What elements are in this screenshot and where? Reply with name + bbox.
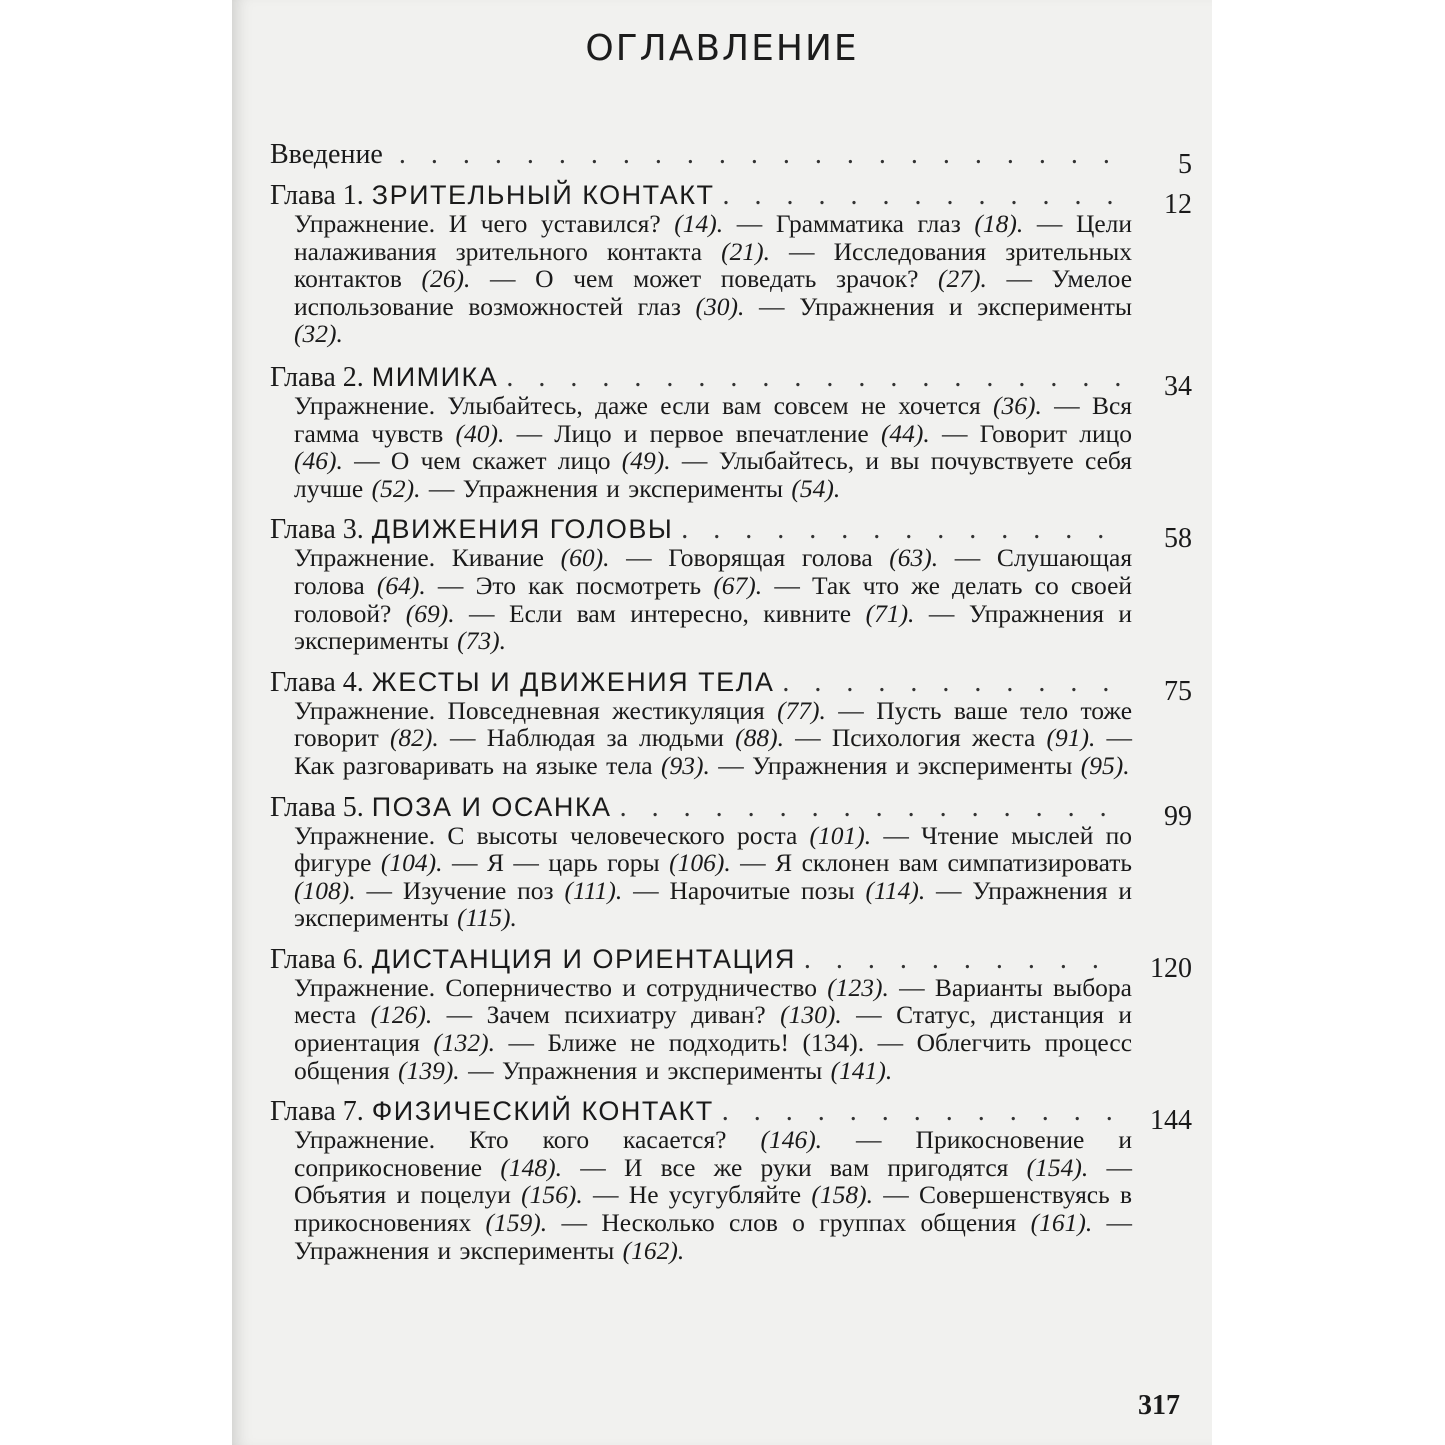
section-page-ref: (63).: [889, 543, 939, 573]
section-list: Упражнение. Повседневная жестикуляция (77). — Пусть ваше тело тоже говорит (82). — Наблюдая за людьми (88). — Психология жеста (91). — Как разговаривать на языке тела (93). — Упражнения и эксперименты (95).: [294, 695, 1133, 780]
section-page-ref: (111).: [564, 875, 623, 905]
section-page-ref: (77).: [777, 695, 826, 725]
section-item: [463, 474, 841, 503]
section-title: Упражнение. Кто кого касается?: [294, 1125, 727, 1155]
section-item: [391, 446, 671, 475]
section-item: [752, 751, 1130, 780]
section-page-ref: (46).: [294, 446, 343, 476]
toc-entry-chapter-5: [270, 792, 1200, 932]
dot-leader: [722, 1097, 1120, 1127]
section-title: Если вам интересно, кивните: [509, 598, 852, 628]
section-page-ref: (114).: [865, 875, 926, 905]
toc-entry-chapter-6: [270, 944, 1200, 1084]
section-item: [668, 543, 938, 572]
section-title: Упражнения и эксперименты: [501, 1055, 823, 1085]
section-item: [548, 1028, 865, 1057]
toc-entry-chapter-7: [270, 1096, 1200, 1264]
section-item: [294, 1180, 583, 1209]
section-title: Пусть ваше тело тоже говорит: [294, 695, 1133, 753]
section-title: Упражнение. И чего уставился?: [294, 209, 661, 238]
section-item: [776, 209, 1023, 238]
section-page-ref: (18).: [974, 209, 1024, 238]
section-title: Улыбайтесь, и вы почувствуете себя лучше: [294, 446, 1132, 503]
chapter-label: Введение: [270, 139, 383, 170]
section-title: Лицо и первое впечатление: [554, 418, 869, 448]
section-page-ref: (44).: [880, 418, 930, 448]
section-item: [294, 696, 826, 725]
section-page-ref: (67).: [713, 570, 763, 600]
section-title: Ближе не подходить! (134).: [547, 1028, 865, 1058]
chapter-label: Глава 7.: [270, 1096, 364, 1128]
chapter-title: ЖЕСТЫ И ДВИЖЕНИЯ ТЕЛА: [371, 666, 775, 697]
chapter-label: Глава 5.: [270, 791, 364, 823]
chapter-page-number: 34: [1164, 370, 1192, 402]
section-item: [832, 723, 1095, 752]
section-title: Упражнение. Соперничество и сотрудничество: [294, 972, 817, 1002]
section-title: Зачем психиатру диван?: [486, 1000, 766, 1030]
section-page-ref: (95).: [1080, 750, 1130, 780]
section-title: Упражнение. С высоты человеческого роста: [294, 820, 798, 850]
section-item: [502, 1056, 892, 1085]
section-item: [403, 876, 622, 905]
section-title: Прикосновение и соприкосновение: [294, 1125, 1132, 1182]
section-item: [670, 876, 926, 905]
chapter-title: ПОЗА И ОСАНКА: [371, 791, 612, 822]
page-title: ОГЛАВЛЕНИЕ: [585, 28, 859, 69]
dot-leader: [506, 363, 1120, 393]
chapter-page-number: 75: [1164, 675, 1192, 707]
toc-entry-chapter-4: [270, 667, 1200, 780]
dot-leader: [681, 515, 1120, 545]
section-item: [476, 571, 763, 600]
section-item: [629, 1180, 873, 1209]
section-title: Говорит лицо: [979, 418, 1133, 448]
toc-entry-heading: [270, 791, 1200, 832]
section-page-ref: (123).: [827, 972, 889, 1002]
section-title: Облегчить процесс общения: [294, 1028, 1133, 1085]
section-title: Упражнения и эксперименты: [462, 473, 784, 503]
section-page-ref: (40).: [455, 418, 505, 448]
section-title: Упражнения и эксперименты: [799, 291, 1132, 321]
toc-entry-chapter-1: [270, 180, 1200, 348]
section-item: [294, 821, 871, 850]
section-page-ref: (91).: [1046, 723, 1096, 753]
section-title: Психология жеста: [831, 723, 1036, 753]
dot-leader: [804, 945, 1120, 975]
toc-entry-chapter-3: [270, 514, 1200, 654]
section-title: Упражнения и эксперименты: [294, 875, 1133, 933]
section-title: Упражнение. Улыбайтесь, даже если вам совсем не хочется: [294, 390, 981, 420]
dot-leader: [723, 181, 1121, 211]
section-title: Слушающая голова: [294, 543, 1133, 600]
section-page-ref: (27).: [938, 264, 987, 294]
section-page-ref: (88).: [735, 723, 784, 753]
section-title: Не усугубляйте: [628, 1180, 802, 1210]
section-item: [554, 419, 930, 448]
section-list: Упражнение. С высоты человеческого роста (101). — Чтение мыслей по фигуре (104). — Я — царь горы (106). — Я склонен вам симпатизировать (108). — Изучение поз (111). — Нарочитые позы (114). — Упражнения и эксперименты (115).: [294, 820, 1133, 933]
section-page-ref: (69).: [405, 598, 455, 628]
chapter-title: ФИЗИЧЕСКИЙ КОНТАКТ: [371, 1096, 714, 1127]
section-page-ref: (106).: [669, 848, 731, 878]
section-title: Наблюдая за людьми: [486, 723, 724, 753]
section-page-ref: (158).: [811, 1180, 873, 1210]
section-title: Как разговаривать на языке тела: [294, 750, 653, 780]
section-item: [535, 264, 987, 293]
section-title: Упражнение. Кивание: [294, 543, 545, 573]
section-title: Упражнение. Повседневная жестикуляция: [294, 695, 765, 725]
section-page-ref: (146).: [760, 1125, 823, 1155]
section-page-ref: (26).: [421, 264, 471, 294]
toc-entry-heading: [270, 139, 1200, 180]
section-item: [294, 973, 889, 1002]
chapter-page-number: 12: [1164, 189, 1192, 220]
toc-entry-heading: [270, 514, 1200, 555]
section-page-ref: (93).: [661, 750, 710, 780]
section-item: [509, 599, 914, 628]
section-title: Упражнения и эксперименты: [294, 1235, 615, 1265]
section-title: Совершенствуясь в прикосновениях: [294, 1180, 1133, 1238]
chapter-label: Глава 2.: [270, 361, 364, 393]
section-list: Упражнение. И чего уставился? (14). — Грамматика глаз (18). — Цели налаживания зрительного контакта (21). — Исследования зрительных контактов (26). — О чем может поведать зрачок? (27). — Умелое использование возможностей глаз (30). — Упражнения и эксперименты (32).: [294, 209, 1133, 349]
section-page-ref: (159).: [485, 1208, 548, 1238]
table-of-contents: [270, 140, 1200, 1264]
section-page-ref: (54).: [791, 473, 841, 503]
section-page-ref: (64).: [376, 570, 426, 600]
section-title: Исследования зрительных контактов: [294, 236, 1133, 294]
chapter-page-number: 58: [1164, 523, 1192, 555]
chapter-page-number: 120: [1150, 952, 1192, 984]
section-list: Упражнение. Кивание (60). — Говорящая голова (63). — Слушающая голова (64). — Это как посмотреть (67). — Так что же делать со своей головой? (69). — Если вам интересно, кивните (71). — Упражнения и эксперименты (73).: [294, 543, 1133, 656]
toc-entry-introduction: [270, 139, 1200, 180]
section-page-ref: (104).: [380, 848, 443, 878]
toc-entry-heading: [270, 180, 1200, 220]
section-title: Чтение мыслей по фигуре: [294, 820, 1133, 878]
chapter-title: ДИСТАНЦИЯ И ОРИЕНТАЦИЯ: [371, 943, 796, 974]
section-title: Умелое использование возможностей глаз: [294, 264, 1133, 321]
section-title: Это как посмотреть: [475, 570, 702, 600]
section-title: Упражнения и эксперименты: [752, 750, 1073, 780]
section-title: О чем скажет лицо: [390, 446, 611, 476]
section-title: Объятия и поцелуи: [294, 1180, 511, 1210]
chapter-label: Глава 3.: [270, 514, 364, 546]
section-page-ref: (30).: [695, 291, 745, 321]
section-title: Говорящая голова: [668, 543, 873, 573]
section-page-ref: (161).: [1030, 1208, 1093, 1238]
section-page-ref: (52).: [371, 473, 421, 503]
section-title: И все же руки вам пригодятся: [623, 1152, 1009, 1182]
section-item: [487, 1000, 842, 1029]
section-title: Я — царь горы: [486, 848, 660, 878]
section-title: Грамматика глаз: [775, 209, 961, 238]
chapter-label: Глава 1.: [270, 180, 364, 211]
dot-leader: [782, 668, 1120, 698]
toc-entry-heading: [270, 943, 1200, 984]
section-page-ref: (126).: [370, 1000, 433, 1030]
toc-entry-heading: [270, 666, 1200, 707]
section-page-ref: (162).: [622, 1235, 685, 1265]
section-page-ref: (73).: [457, 626, 506, 656]
dot-leader: [399, 140, 1120, 170]
section-page-ref: (154).: [1026, 1152, 1089, 1182]
section-title: О чем может поведать зрачок?: [535, 264, 919, 294]
chapter-title: ДВИЖЕНИЯ ГОЛОВЫ: [371, 514, 674, 545]
toc-entry-chapter-2: [270, 362, 1200, 502]
section-title: Статус, дистанция и ориентация: [294, 1000, 1133, 1058]
section-list: Упражнение. Соперничество и сотрудничество (123). — Варианты выбора места (126). — Зачем психиатру диван? (130). — Статус, дистанция и ориентация (132). — Ближе не подходить! (134). — Облегчить процесс общения (139). — Упражнения и эксперименты (141).: [294, 972, 1133, 1085]
section-page-ref: (156).: [521, 1180, 583, 1210]
section-page-ref: (101).: [809, 820, 872, 850]
chapter-page-number: 144: [1150, 1105, 1192, 1137]
toc-entry-heading: [270, 1096, 1200, 1137]
section-page-ref: (115).: [457, 903, 517, 933]
section-page-ref: (141).: [830, 1055, 893, 1085]
section-item: [294, 1125, 822, 1154]
section-list: Упражнение. Улыбайтесь, даже если вам совсем не хочется (36). — Вся гамма чувств (40). — Лицо и первое впечатление (44). — Говорит лицо (46). — О чем скажет лицо (49). — Улыбайтесь, и вы почувствуете себя лучше (52). — Упражнения и эксперименты (54).: [294, 390, 1133, 503]
section-item: [624, 1153, 1088, 1182]
section-item: [294, 751, 710, 780]
section-item: [294, 1236, 684, 1265]
section-page-ref: (14).: [674, 209, 724, 238]
section-page-ref: (49).: [621, 446, 671, 476]
section-page-ref: (21).: [721, 236, 770, 266]
toc-entry-heading: [270, 361, 1200, 402]
section-page-ref: (132).: [433, 1028, 496, 1058]
section-list: Упражнение. Кто кого касается? (146). — Прикосновение и соприкосновение (148). — И все же руки вам пригодятся (154). — Объятия и поцелуи (156). — Не усугубляйте (158). — Совершенствуясь в прикосновениях (159). — Несколько слов о группах общения (161). — Упражнения и эксперименты (162).: [294, 1125, 1133, 1265]
chapter-label: Глава 4.: [270, 666, 364, 698]
section-title: Варианты выбора места: [294, 972, 1133, 1030]
section-page-ref: (32).: [294, 319, 343, 349]
section-title: Изучение поз: [402, 875, 554, 905]
section-title: Так что же делать со своей головой?: [294, 570, 1133, 628]
section-page-ref: (130).: [780, 1000, 842, 1030]
chapter-title: ЗРИТЕЛЬНЫЙ КОНТАКТ: [371, 180, 715, 210]
page-number: 317: [1138, 1390, 1180, 1421]
section-item: [294, 391, 1042, 420]
section-item: [601, 1208, 1092, 1237]
section-title: Я склонен вам симпатизировать: [775, 848, 1133, 878]
chapter-page-number: 5: [1178, 149, 1192, 180]
section-page-ref: (71).: [865, 598, 915, 628]
section-title: Цели налаживания зрительного контакта: [294, 209, 1133, 266]
section-title: Упражнения и эксперименты: [294, 598, 1133, 656]
chapter-title: МИМИКА: [371, 361, 499, 392]
section-page-ref: (36).: [993, 390, 1042, 420]
chapter-page-number: 99: [1164, 800, 1192, 832]
dot-leader: [620, 793, 1120, 823]
chapter-label: Глава 6.: [270, 943, 364, 975]
section-page-ref: (148).: [500, 1152, 562, 1182]
section-item: [294, 209, 723, 238]
section-item: [487, 848, 731, 877]
section-page-ref: (82).: [389, 723, 439, 753]
section-page-ref: (60).: [560, 543, 610, 573]
section-page-ref: (108).: [294, 875, 356, 905]
section-title: Вся гамма чувств: [294, 390, 1133, 448]
section-title: Несколько слов о группах общения: [601, 1208, 1017, 1238]
section-item: [294, 543, 610, 572]
section-item: [487, 723, 784, 752]
section-page-ref: (139).: [398, 1055, 460, 1085]
section-title: Нарочитые позы: [669, 875, 855, 905]
